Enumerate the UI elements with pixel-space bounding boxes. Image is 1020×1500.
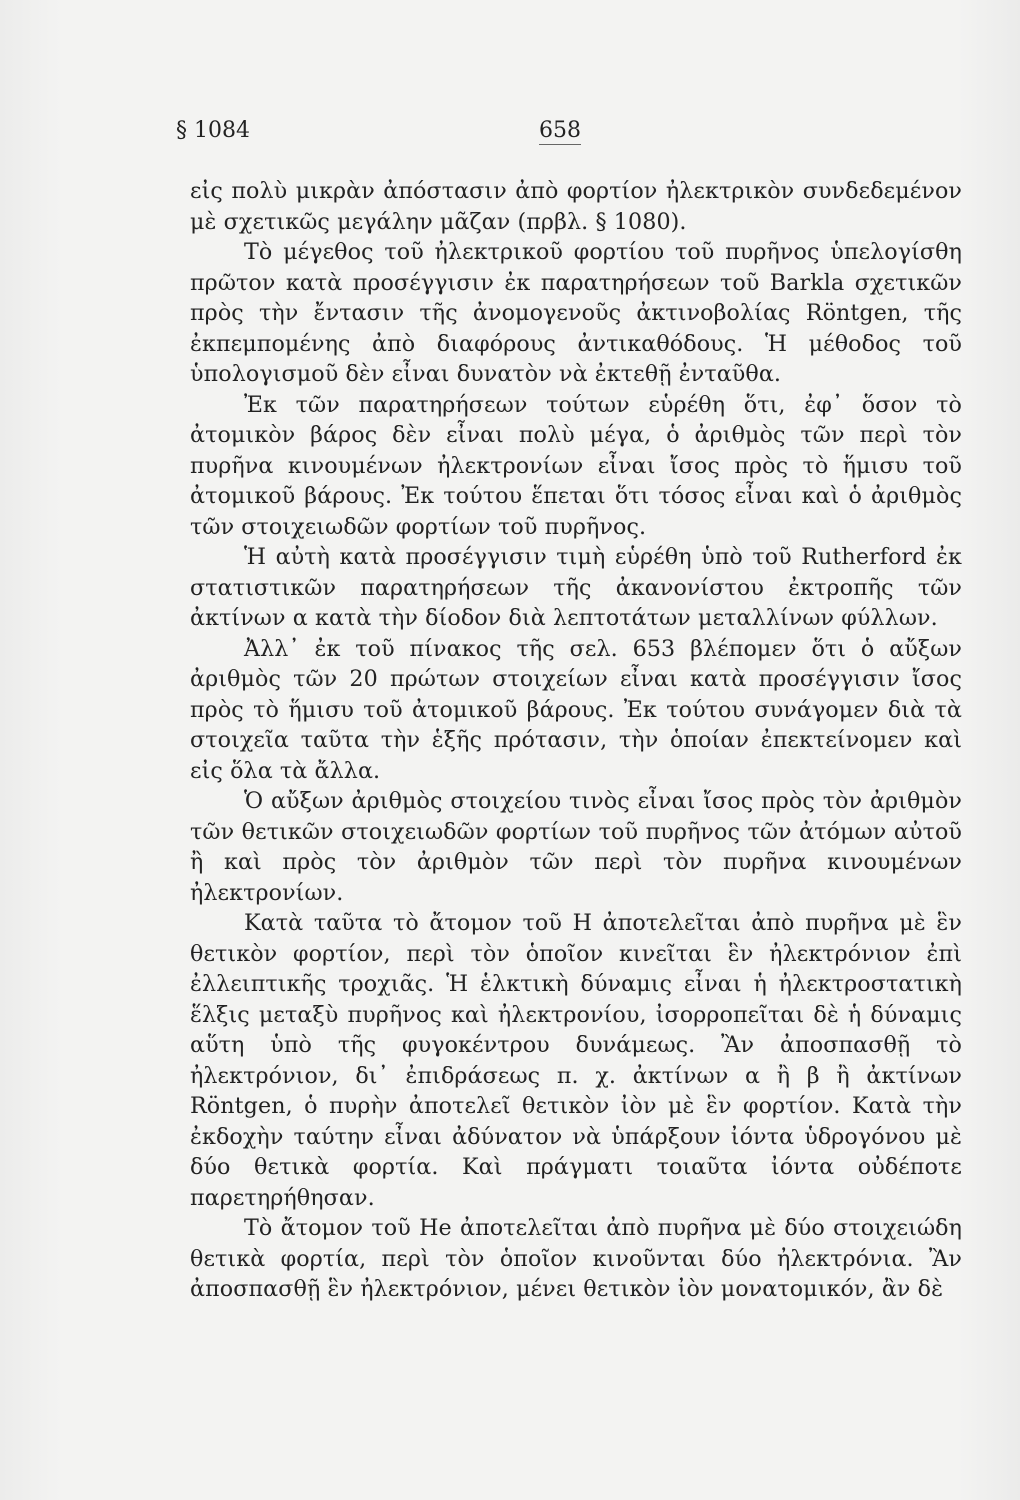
body-text bbox=[190, 176, 962, 1305]
section-number: § 1084 bbox=[176, 118, 250, 143]
paragraph-rutherford: Ἡ αὐτὴ κατὰ προσέγγισιν τιμὴ εὑρέθη ὑπὸ τοῦ Rutherford ἐκ στατιστικῶν παρατηρήσεων τῆς ἀκανονίστου ἐκτροπῆς τῶν ἀκτίνων α κατὰ τὴν δίοδον διὰ λεπτοτάτων μεταλλίνων φύλλων. bbox=[190, 544, 962, 631]
page-header bbox=[176, 118, 966, 152]
paragraph-charge-size: Τὸ μέγεθος τοῦ ἠλεκτρικοῦ φορτίου τοῦ πυρῆνος ὑπελογίσθη πρῶτον κατὰ προσέγγισιν ἐκ παρατηρήσεων τοῦ Barkla σχετικῶν πρὸς τὴν ἔντασιν τῆς ἀνομογενοῦς ἀκτινοβολίας Röntgen, τῆς ἐκπεμπομένης ἀπὸ διαφόρους ἀντικαθόδους. Ἡ μέθοδος τοῦ ὑπολογισμοῦ δὲν εἶναι δυνατὸν νὰ ἐκτεθῇ ἐνταῦθα. bbox=[190, 239, 962, 387]
paragraph-hydrogen: Κατὰ ταῦτα τὸ ἄτομον τοῦ Η ἀποτελεῖται ἀπὸ πυρῆνα μὲ ἓν θετικὸν φορτίον, περὶ τὸν ὁποῖον κινεῖται ἓν ἠλεκτρόνιον ἐπὶ ἐλλειπτικῆς τροχιᾶς. Ἡ ἑλκτικὴ δύναμις εἶναι ἡ ἠλεκτροστατικὴ ἕλξις μεταξὺ πυρῆνος καὶ ἠλεκτρονίου, ἰσορροπεῖται δὲ ἡ δύναμις αὕτη ὑπὸ τῆς φυγοκέντρου δυνάμεως. Ἂν ἀποσπασθῇ τὸ ἠλεκτρόνιον, δι᾽ ἐπιδράσεως π. χ. ἀκτίνων α ἢ β ἢ ἀκτίνων Röntgen, ὁ πυρὴν ἀποτελεῖ θετικὸν ἰὸν μὲ ἓν φορτίον. Κατὰ τὴν ἐκδοχὴν ταύτην εἶναι ἀδύνατον νὰ ὑπάρξουν ἰόντα ὑδρογόνου μὲ δύο θετικὰ φορτία. Καὶ πράγματι τοιαῦτα ἰόντα οὐδέποτε παρετηρήθησαν. bbox=[190, 910, 962, 1211]
page-number: 658 bbox=[539, 118, 581, 143]
paragraph-atomic-number: Ἀλλ᾽ ἐκ τοῦ πίνακος τῆς σελ. 653 βλέπομεν ὅτι ὁ αὔξων ἀριθμὸς τῶν 20 πρώτων στοιχείων εἶναι κατὰ προσέγγισιν ἴσος πρὸς τὸ ἥμισυ τοῦ ἀτομικοῦ βάρους. Ἐκ τούτου συνάγομεν διὰ τὰ στοιχεῖα ταῦτα τὴν ἑξῆς πρότασιν, τὴν ὁποίαν ἐπεκτείνομεν καὶ εἰς ὅλα τὰ ἄλλα. bbox=[190, 635, 962, 784]
paragraph-proposition: Ὁ αὔξων ἀριθμὸς στοιχείου τινὸς εἶναι ἴσος πρὸς τὸν ἀριθμὸν τῶν θετικῶν στοιχειωδῶν φορτίων τοῦ πυρῆνος τῶν ἀτόμων αὐτοῦ ἢ καὶ πρὸς τὸν ἀριθμὸν τῶν περὶ τὸν πυρῆνα κινουμένων ἠλεκτρονίων. bbox=[190, 788, 962, 906]
paragraph-continuation: εἰς πολὺ μικρὰν ἀπόστασιν ἀπὸ φορτίον ἠλεκτρικὸν συνδεδεμένον μὲ σχετικῶς μεγάλην μᾶζαν (πρβλ. § 1080). bbox=[190, 178, 962, 235]
paragraph-helium: Τὸ ἄτομον τοῦ He ἀποτελεῖται ἀπὸ πυρῆνα μὲ δύο στοιχειώδη θετικὰ φορτία, περὶ τὸν ὁποῖον κινοῦνται δύο ἠλεκτρόνια. Ἂν ἀποσπασθῇ ἓν ἠλεκτρόνιον, μένει θετικὸν ἰὸν μονατομικόν, ἂν δὲ bbox=[190, 1215, 962, 1302]
paragraph-observations: Ἐκ τῶν παρατηρήσεων τούτων εὑρέθη ὅτι, ἐφ᾽ ὅσον τὸ ἀτομικὸν βάρος δὲν εἶναι πολὺ μέγα, ὁ ἀριθμὸς τῶν περὶ τὸν πυρῆνα κινουμένων ἠλεκτρονίων εἶναι ἴσος πρὸς τὸ ἥμισυ τοῦ ἀτομικοῦ βάρους. Ἐκ τούτου ἕπεται ὅτι τόσος εἶναι καὶ ὁ ἀριθμὸς τῶν στοιχειωδῶν φορτίων τοῦ πυρῆνος. bbox=[190, 391, 962, 540]
